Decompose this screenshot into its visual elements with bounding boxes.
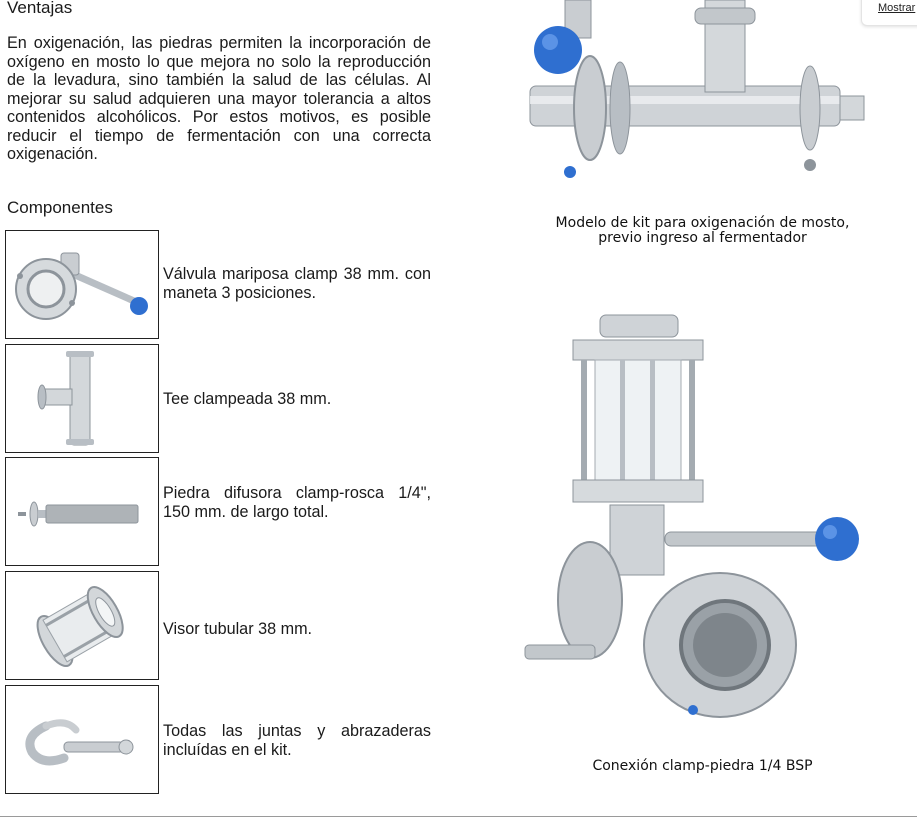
component-item [5,571,435,681]
oxygenation-kit-photo [510,0,870,200]
component-item [5,344,435,454]
show-button-label: Mostrar [878,2,916,14]
tee-fitting-icon [5,344,159,453]
component-description: Válvula mariposa clamp 38 mm. con maneta 3 posiciones. [163,265,431,302]
ventajas-heading: Ventajas [7,0,73,17]
component-description: Visor tubular 38 mm. [163,620,313,638]
sight-glass-icon [5,571,159,680]
show-button[interactable] [861,0,917,26]
component-description: Tee clampeada 38 mm. [163,390,332,408]
sight-glass-assembly-photo [515,300,865,725]
component-item [5,457,435,567]
clamp-icon [5,685,159,794]
kit-photo-caption: Modelo de kit para oxigenación de mosto, previo ingreso al fermentador [555,215,850,246]
component-item [5,230,435,340]
page-divider [0,816,917,817]
sight-photo-caption: Conexión clamp-piedra 1/4 BSP [592,758,813,774]
ventajas-paragraph: En oxigenación, las piedras permiten la incorporación de oxígeno en mosto lo que mejora no solo la reproducción de la levadura, sino también la salud de las células. Al mejorar su salud adquieren una mayor tolerancia a altos contenidos alcohólicos. Por estos motivos, es posible reducir el tiempo de fermentación con una correcta oxigenación. [7,34,431,163]
component-item [5,685,435,795]
butterfly-valve-icon [5,230,159,339]
diffusion-stone-icon [5,457,159,566]
component-description: Todas las juntas y abrazaderas incluídas en el kit. [163,722,431,759]
component-description: Piedra difusora clamp-rosca 1/4", 150 mm. de largo total. [163,484,431,521]
componentes-heading: Componentes [7,198,113,217]
